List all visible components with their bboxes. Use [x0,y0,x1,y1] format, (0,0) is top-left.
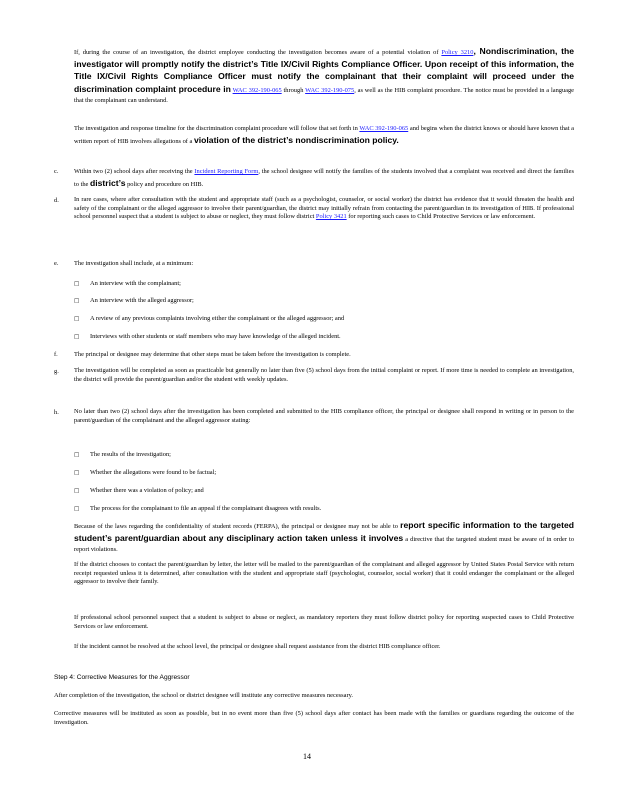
item-e-bullet-3: A review of any previous complaints involving either the complainant or the alleged aggressor; and [90,315,345,322]
item-h-bullet-3: Whether there was a violation of policy; and [90,487,204,494]
bullet-icon: □ [74,298,80,304]
bullet-icon: □ [74,452,80,458]
item-g-label: g. [54,368,59,375]
item-d-text: In rare cases, where after consultation with the student and appropriate staff (such as a psychologist, counselor, or social worker) the district has evidence that it would threaten the health and safety of the complainant or the alleged aggressor to involve their parent/guardian, the district may initially refrain from contacting the parent/guardian in its investigation of HIB. If professional school personnel suspect that a student is subject to abuse or neglect, they must follow district Policy 3421 for reporting such cases to Child Protective Services or law enforcement. [74,196,574,221]
item-f-text: The principal or designee may determine that other steps must be taken before the investigation is complete. [74,351,351,358]
bullet-icon: □ [74,281,80,287]
bullet-icon: □ [74,316,80,322]
ferpa-emphasis: report specific information to the targeted student’s parent/guardian about any disciplinary action taken unless it involves [74,520,574,543]
policy-3421-link[interactable]: Policy 3421 [315,213,347,221]
step-4-heading: Step 4: Corrective Measures for the Aggressor [54,674,190,681]
bullet-icon: □ [74,506,80,512]
paragraph-investigation-notice: If, during the course of an investigation, the district employee conducting the investigation becomes aware of a potential violation of Policy 3210, Nondiscrimination, the investigator will promptly notify the district’s Title IX/Civil Rights Compliance Officer. Upon receipt of this information, the Title IX/Civil Rights Compliance Officer must notify the complainant that their complaint will proceed under the discrimination complaint procedure in WAC 392-190-065 through WAC 392-190-075, as well as the HIB complaint procedure. The notice must be provided in a language that the complainant can understand. [74,46,575,104]
bullet-icon: □ [74,334,80,340]
wac-392-190-065-link-2[interactable]: WAC 392-190-065 [359,125,409,132]
policy-3210-link[interactable]: Policy 3210 [441,49,474,56]
incident-reporting-form-link[interactable]: Incident Reporting Form [194,168,259,175]
item-h-bullet-4: The process for the complainant to file an appeal if the complainant disagrees with results. [90,505,322,512]
item-h-abuse-paragraph: If professional school personnel suspect that a student is subject to abuse or neglect, as mandatory reporters they must follow district policy for reporting suspected cases to Child Protective Services or law enforcement. [74,614,574,630]
item-g-text: The investigation will be completed as soon as practicable but generally no later than five (5) school days from the initial complaint or report. If more time is needed to complete an investigation, the district will provide the parent/guardian and/or the student with weekly updates. [74,367,574,383]
item-h-letter-paragraph: If the district chooses to contact the parent/guardian by letter, the letter will be mailed to the parent/guardian of the complainant and alleged aggressor by United States Postal Service with return receipt requested unless it is determined, after consultation with the student and appropriate staff (psychologist, counselor, social worker) that it could endanger the complainant or the alleged aggressor to involve their family. [74,561,574,586]
item-e-intro: The investigation shall include, at a minimum: [74,260,194,267]
item-e-bullet-2: An interview with the alleged aggressor; [90,297,194,304]
item-h-text: No later than two (2) school days after the investigation has been completed and submitted to the HIB compliance officer, the principal or designee shall respond in writing or in person to the parent/guardian of the complainant and the alleged aggressor stating: [74,408,574,424]
page-number: 14 [303,752,311,761]
item-c-label: c. [54,168,59,175]
item-e-bullet-1: An interview with the complainant; [90,280,181,287]
item-c-text: Within two (2) school days after receiving the Incident Reporting Form, the school designee will notify the families of the students involved that a complaint was received and direct the families to the district’s policy and procedure on HIB. [74,168,575,188]
bullet-icon: □ [74,488,80,494]
item-d-label: d. [54,197,59,204]
item-h-label: h. [54,409,59,416]
item-h-ferpa-paragraph: Because of the laws regarding the confidentiality of student records (FERPA), the principal or designee may not be able to report specific information to the targeted student’s parent/guardian about any disciplinary action taken unless it involves a directive that the targeted student must be aware of in order to report violations. [74,520,575,553]
wac-392-190-075-link[interactable]: WAC 392-190-075 [305,86,355,94]
item-f-label: f. [54,351,58,358]
step-4-paragraph-2: Corrective measures will be instituted as soon as possible, but in no event more than five (5) school days after contact has been made with the families or guardians regarding the outcome of the investigation. [54,710,574,726]
item-e-label: e. [54,260,59,267]
district-emphasis: district’s [90,177,126,188]
bullet-icon: □ [74,470,80,476]
step-4-paragraph-1: After completion of the investigation, the school or district designee will institute any corrective measures necessary. [54,692,353,699]
item-h-bullet-2: Whether the allegations were found to be factual; [90,469,217,476]
item-e-bullet-4: Interviews with other students or staff members who may have knowledge of the alleged incident. [90,333,341,340]
item-h-bullet-1: The results of the investigation; [90,451,171,458]
wac-392-190-065-link[interactable]: WAC 392-190-065 [232,86,282,94]
nondiscrimination-violation-emphasis: violation of the district’s nondiscrimination policy. [193,134,399,145]
item-h-escalation-paragraph: If the incident cannot be resolved at the school level, the principal or designee shall request assistance from the district HIB compliance officer. [74,643,441,650]
nondiscrimination-emphasis: , Nondiscrimination, the investigator will promptly notify the district’s Title IX/Civil Rights Compliance Officer. Upon receipt of this information, the Title IX/Civil Rights Compliance Officer must notify the complainant that their complaint will proceed under the discrimination complaint procedure in [74,46,574,94]
paragraph-timeline: The investigation and response timeline for the discrimination complaint procedure will follow that set forth in WAC 392-190-065 and begins when the district knows or should have known that a written report of HIB involves allegations of a violation of the district’s nondiscrimination policy. [74,125,574,145]
